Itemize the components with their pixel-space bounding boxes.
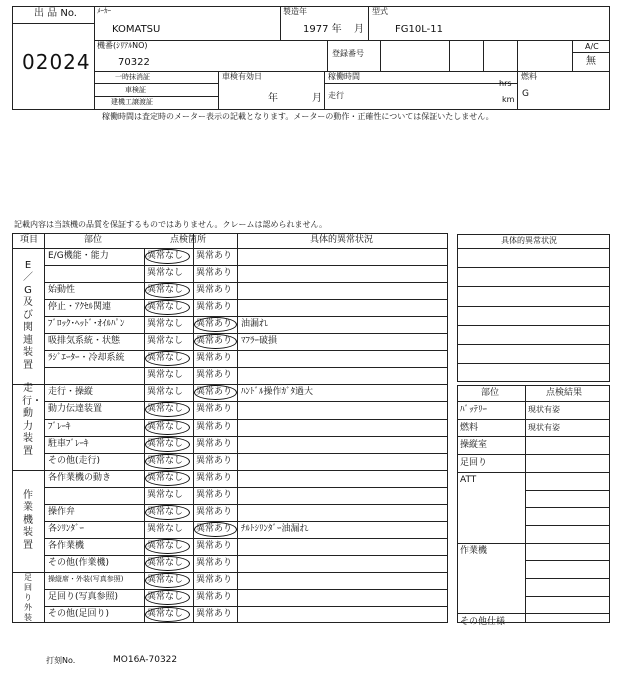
result-part: 作業機 — [460, 545, 488, 556]
part-label: 停止・ｱｸｾﾙ関連 — [48, 302, 112, 313]
part-label: 動力伝達装置 — [48, 404, 103, 415]
model-label: 型式 — [372, 7, 388, 16]
result-value: 現状有姿 — [528, 405, 560, 414]
abnormal-option[interactable]: 異常あり — [196, 540, 233, 551]
col-part-header: 部位 — [84, 235, 103, 245]
disclaimer: 記載内容は当該機の品質を保証するものではありません。クレームは認められません。 — [14, 220, 327, 229]
part-label: 操作弁 — [48, 506, 76, 517]
lot-number-label: 出 品 No. — [34, 8, 77, 19]
lot-number: 02024 — [22, 50, 91, 74]
inspection-expiry-label: 車検有効日 — [222, 72, 262, 81]
result-part: ﾊﾞｯﾃﾘｰ — [460, 405, 488, 415]
part-label: 操縦席・外装(写真参照) — [48, 574, 124, 583]
abnormal-option[interactable]: 異常あり — [196, 472, 233, 483]
abnormal-option[interactable]: 異常あり — [196, 353, 233, 364]
abnormal-option[interactable]: 異常あり — [196, 268, 233, 279]
normal-option[interactable]: 異常なし — [147, 404, 184, 415]
normal-option[interactable]: 異常なし — [147, 302, 184, 313]
part-label: 駐車ﾌﾞﾚｰｷ — [48, 438, 89, 449]
results-frame — [457, 385, 610, 623]
part-label: E/G機能・能力 — [48, 251, 109, 261]
part-label: その他(足回り) — [48, 609, 110, 620]
category-label: 走行・動力装置 — [22, 383, 42, 457]
abnormal-option[interactable]: 異常あり — [196, 285, 233, 296]
selected-mark — [145, 437, 190, 452]
result-value: 現状有姿 — [528, 422, 560, 432]
travel-label: 走行 — [328, 91, 344, 100]
expiry-year-suffix: 年 — [268, 93, 278, 104]
serial-label: 機番(ｼﾘｱﾙNO) — [97, 41, 148, 50]
part-label: 各作業機の動き — [48, 472, 112, 483]
normal-option[interactable]: 異常なし — [147, 540, 184, 551]
results-col-result: 点検結果 — [546, 388, 583, 398]
fuel-label: 燃料 — [521, 72, 537, 81]
normal-option[interactable]: 異常なし — [147, 506, 184, 517]
year-label: 製造年 — [283, 7, 307, 16]
part-label: ﾌﾞﾚｰｷ — [48, 421, 71, 432]
part-label: 始動性 — [48, 285, 76, 296]
normal-option[interactable]: 異常なし — [147, 574, 184, 585]
heavy-machine-cert-label: 建機工譲渡証 — [111, 98, 153, 106]
maker-label: ﾒｰｶｰ — [97, 7, 111, 15]
abnormal-option[interactable]: 異常あり — [196, 387, 233, 398]
abnormal-option[interactable]: 異常あり — [196, 438, 233, 449]
part-label: 各作業機 — [48, 540, 85, 551]
normal-option[interactable]: 異常なし — [147, 268, 184, 279]
selected-mark — [145, 420, 190, 435]
part-label: その他(走行) — [48, 455, 101, 466]
abnormal-option[interactable]: 異常あり — [196, 489, 233, 500]
year-value: 1977 年 — [303, 24, 342, 35]
abnormal-option[interactable]: 異常あり — [196, 404, 233, 415]
right-detail-header: 具体的異常状況 — [501, 236, 557, 245]
normal-option[interactable]: 異常なし — [147, 523, 184, 534]
abnormal-option[interactable]: 異常あり — [196, 506, 233, 517]
fuel-value: G — [522, 89, 529, 99]
abnormal-option[interactable]: 異常あり — [196, 609, 233, 620]
result-part: 足回り — [460, 458, 488, 469]
category-label: E／G及び関連装置 — [23, 259, 33, 371]
km-unit: km — [502, 95, 515, 104]
abnormal-option[interactable]: 異常あり — [196, 523, 233, 534]
normal-option[interactable]: 異常なし — [147, 319, 184, 330]
result-part: 操縦室 — [460, 440, 488, 451]
part-label: 走行・操縦 — [48, 387, 94, 398]
selected-mark — [145, 573, 190, 588]
part-label: ﾗｼﾞｴｰﾀｰ・冷却系統 — [48, 353, 125, 364]
normal-option[interactable]: 異常なし — [147, 438, 184, 449]
result-part: ATT — [460, 474, 477, 485]
detail-text: ﾁﾙﾄｼﾘﾝﾀﾞｰ油漏れ — [241, 523, 309, 534]
normal-option[interactable]: 異常なし — [147, 353, 184, 364]
normal-option[interactable]: 異常なし — [147, 557, 184, 568]
part-label: 吸排気系統・状態 — [48, 336, 121, 347]
normal-option[interactable]: 異常なし — [147, 285, 184, 296]
selected-mark — [145, 471, 190, 486]
abnormal-option[interactable]: 異常あり — [196, 302, 233, 313]
normal-option[interactable]: 異常なし — [147, 489, 184, 500]
abnormal-option[interactable]: 異常あり — [196, 455, 233, 466]
abnormal-option[interactable]: 異常あり — [196, 370, 233, 381]
temp-permit-label: 一時抹消証 — [115, 73, 150, 81]
part-label: 足回り(写真参照) — [48, 592, 119, 602]
inspection-cert-label: 車検証 — [125, 86, 146, 94]
part-label: 各ｼﾘﾝﾀﾞｰ — [48, 523, 85, 534]
normal-option[interactable]: 異常なし — [147, 609, 184, 620]
part-label: ﾌﾞﾛｯｸ･ﾍｯﾄﾞ･ｵｲﾙﾊﾟﾝ — [48, 319, 125, 330]
maker-value: KOMATSU — [112, 24, 161, 35]
detail-text: ﾊﾝﾄﾞﾙ操作ｶﾞﾀ過大 — [241, 387, 314, 398]
serial-value: 70322 — [118, 57, 150, 68]
stamp-label: 打刻No. — [46, 656, 76, 665]
ac-value: 無 — [586, 56, 596, 67]
result-part: その他仕様 — [460, 617, 506, 628]
right-detail-frame — [457, 234, 610, 382]
abnormal-option[interactable]: 異常あり — [196, 574, 233, 585]
hours-label: 稼働時間 — [328, 72, 360, 81]
abnormal-option[interactable]: 異常あり — [196, 336, 233, 347]
selected-mark — [145, 249, 190, 264]
stamp-value: MO16A-70322 — [113, 655, 178, 665]
detail-text: 油漏れ — [241, 319, 269, 330]
selected-mark — [145, 607, 190, 622]
selected-mark — [145, 539, 190, 554]
hours-note: 稼働時間は査定時のメーター表示の記載となります。メーターの動作・正確性については保証いたしません。 — [102, 112, 494, 121]
ac-label: A/C — [585, 42, 599, 51]
normal-option[interactable]: 異常なし — [147, 421, 184, 432]
normal-option[interactable]: 異常なし — [147, 387, 184, 398]
expiry-month-suffix: 月 — [312, 93, 322, 104]
selected-mark — [145, 505, 190, 520]
header-frame — [12, 6, 610, 110]
year-month-suffix: 月 — [354, 24, 364, 35]
category-label: 足回り外装 — [24, 572, 32, 622]
selected-mark — [145, 556, 190, 571]
selected-mark — [145, 590, 190, 605]
selected-mark — [194, 522, 237, 537]
normal-option[interactable]: 異常なし — [147, 455, 184, 466]
col-detail-header: 具体的異常状況 — [310, 235, 374, 245]
selected-mark — [145, 454, 190, 469]
part-label: その他(作業機) — [48, 557, 110, 568]
detail-text: ﾏﾌﾗｰ破損 — [241, 336, 278, 347]
abnormal-option[interactable]: 異常あり — [196, 251, 233, 261]
col-inspection-header: 点検箇所 — [170, 235, 207, 245]
normal-option[interactable]: 異常なし — [147, 370, 184, 381]
normal-option[interactable]: 異常なし — [147, 592, 184, 602]
category-label: 作業機装置 — [23, 489, 33, 551]
normal-option[interactable]: 異常なし — [147, 251, 184, 261]
results-col-part: 部位 — [481, 388, 500, 398]
model-value: FG10L-11 — [395, 24, 443, 35]
registration-label: 登録番号 — [332, 49, 364, 58]
result-part: 燃料 — [460, 422, 479, 433]
col-category-header: 項目 — [20, 235, 39, 245]
abnormal-option[interactable]: 異常あり — [196, 421, 233, 432]
hrs-unit: hrs — [499, 79, 512, 88]
normal-option[interactable]: 異常なし — [147, 472, 184, 483]
abnormal-option[interactable]: 異常あり — [196, 592, 233, 602]
normal-option[interactable]: 異常なし — [147, 336, 184, 347]
abnormal-option[interactable]: 異常あり — [196, 319, 233, 330]
abnormal-option[interactable]: 異常あり — [196, 557, 233, 568]
